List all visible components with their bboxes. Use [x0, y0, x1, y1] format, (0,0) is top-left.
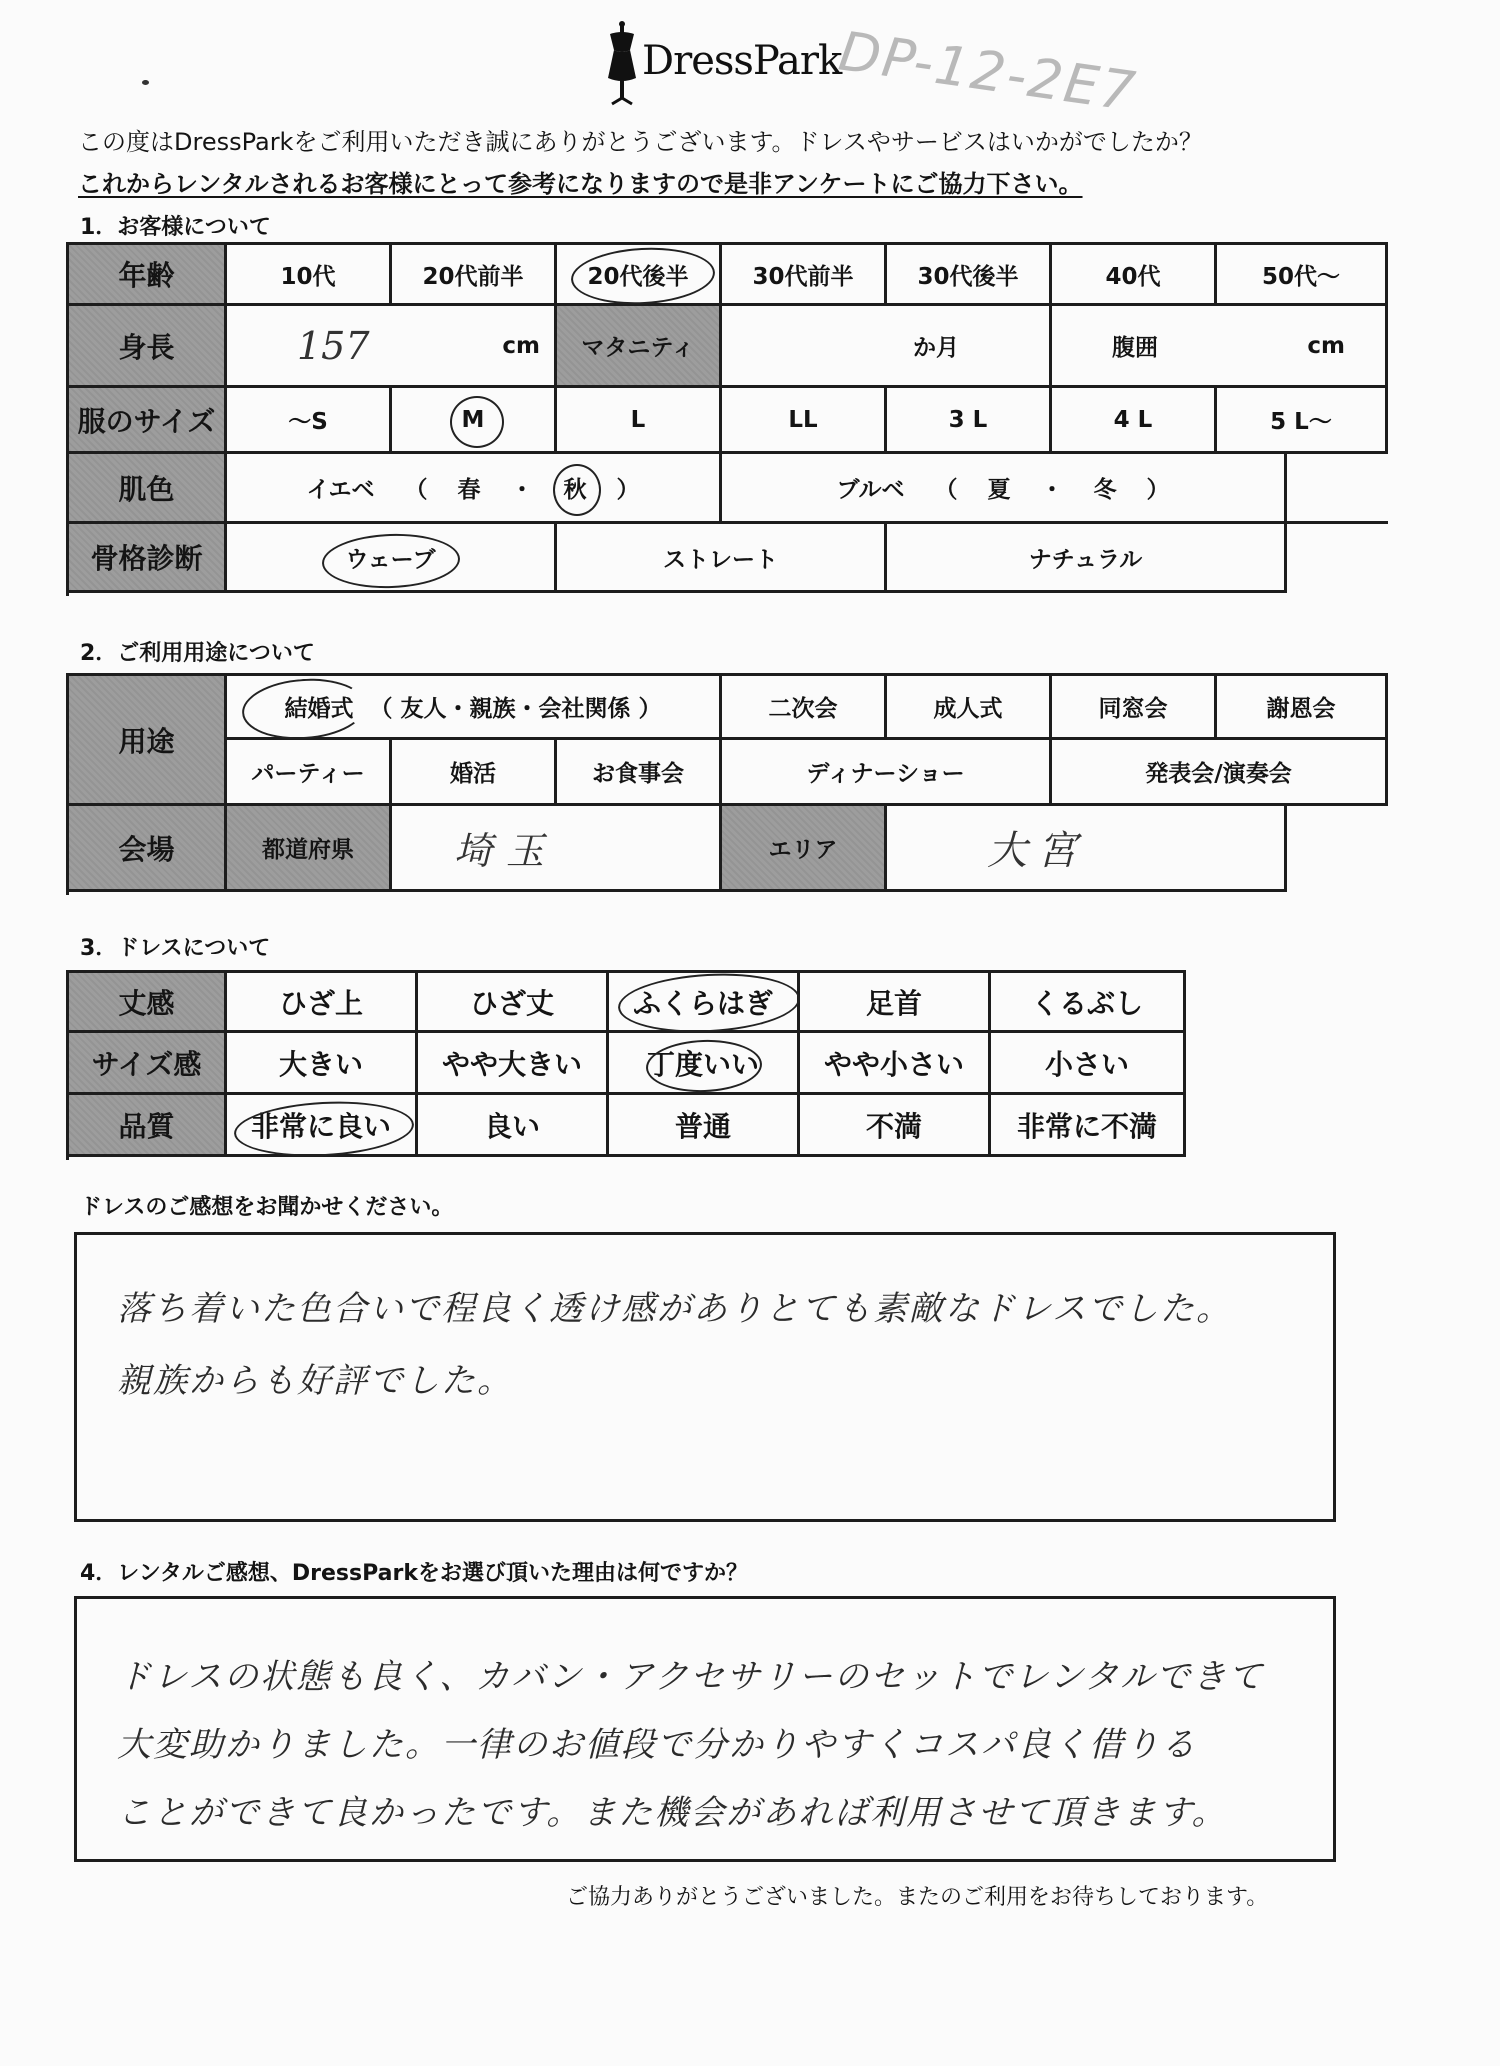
intro-line-1: この度はDressParkをご利用いただき誠にありがとうございます。ドレスやサービスはいかがでしたか？ [78, 128, 1203, 156]
size-option-selected[interactable]: M [392, 388, 557, 454]
usage-option[interactable]: 二次会 [722, 676, 887, 740]
maternity-label: マタニティ [557, 306, 722, 388]
skeleton-label: 骨格診断 [69, 524, 227, 593]
height-label: 身長 [69, 306, 227, 388]
dress-comment-line: 落ち着いた色合いで程良く透け感がありとても素敵なドレスでした。 [117, 1289, 1232, 1329]
usage-option[interactable]: お食事会 [557, 740, 722, 806]
skin-option[interactable]: 冬 [1093, 477, 1117, 503]
dress-comment-line: 親族からも好評でした。 [117, 1361, 513, 1401]
usage-option[interactable]: 婚活 [392, 740, 557, 806]
age-option[interactable]: 40代 [1052, 245, 1217, 306]
rental-comment-box[interactable] [74, 1596, 1336, 1862]
skin-option[interactable]: 夏 [987, 477, 1011, 503]
prefecture-field[interactable] [392, 806, 722, 892]
age-option-selected[interactable]: 20代後半 [557, 245, 722, 306]
size-option[interactable]: 4 L [1052, 388, 1217, 454]
dress-comment-prompt: ドレスのご感想をお聞かせください。 [80, 1195, 454, 1220]
height-field[interactable] [227, 306, 557, 388]
quality-option[interactable]: 普通 [609, 1095, 800, 1157]
quality-option[interactable]: 不満 [800, 1095, 991, 1157]
skin-blue-group[interactable] [722, 454, 1287, 524]
size-option[interactable]: 3 L [887, 388, 1052, 454]
age-option[interactable]: 30代前半 [722, 245, 887, 306]
section-4-title: 4．レンタルご感想、DressParkをお選び頂いた理由は何ですか？ [80, 1561, 748, 1586]
fit-option-selected[interactable]: 丁度いい [609, 1033, 800, 1095]
months-unit: か月 [913, 335, 959, 361]
intro-line-2: これからレンタルされるお客様にとって参考になりますので是非アンケートにご協力下さい。 [78, 170, 1083, 198]
fit-option[interactable]: やや小さい [800, 1033, 991, 1095]
fit-option[interactable]: やや大きい [418, 1033, 609, 1095]
section-1-title: 1．お客様について [80, 215, 271, 240]
length-option[interactable]: ひざ丈 [418, 973, 609, 1033]
skin-yellow-label: イエベ [306, 477, 375, 503]
ink-speck [142, 80, 149, 85]
size-option[interactable]: L [557, 388, 722, 454]
usage-option-selected[interactable]: 結婚式 [284, 696, 354, 722]
paren: （ [404, 477, 428, 503]
length-label: 丈感 [69, 973, 227, 1033]
skin-blue-label: ブルベ [836, 477, 905, 503]
age-option[interactable]: 30代後半 [887, 245, 1052, 306]
size-option[interactable]: LL [722, 388, 887, 454]
length-option[interactable]: くるぶし [991, 973, 1186, 1033]
venue-label: 会場 [69, 806, 227, 892]
size-option[interactable]: 5 L～ [1217, 388, 1388, 454]
paren: ） [616, 477, 640, 503]
separator: ・ [510, 477, 534, 503]
belly-field[interactable] [1052, 306, 1388, 388]
brand-name: DressPark [642, 38, 842, 84]
prefecture-value: 埼玉 [454, 829, 559, 873]
dress-form-icon [602, 20, 642, 106]
quality-option[interactable]: 良い [418, 1095, 609, 1157]
footer-thanks: ご協力ありがとうございました。またのご利用をお待ちしております。 [566, 1885, 1269, 1910]
skeleton-option[interactable]: ストレート [557, 524, 887, 593]
order-number-stamp: DP-12-2E7 [835, 19, 1141, 124]
paren: （ [934, 477, 958, 503]
rental-comment-line: ことができて良かったです。また機会があれば利用させて頂きます。 [117, 1793, 1228, 1833]
area-field[interactable] [887, 806, 1287, 892]
customer-table [66, 242, 1388, 596]
skin-label: 肌色 [69, 454, 227, 524]
prefecture-label: 都道府県 [227, 806, 392, 892]
quality-option[interactable]: 非常に不満 [991, 1095, 1186, 1157]
usage-wedding-group[interactable] [227, 676, 722, 740]
skin-yellow-group[interactable] [227, 454, 722, 524]
usage-option[interactable]: 同窓会 [1052, 676, 1217, 740]
skeleton-option-selected[interactable]: ウェーブ [227, 524, 557, 593]
usage-label: 用途 [69, 676, 227, 806]
usage-wedding-detail: （ 友人・親族・会社関係 ） [369, 696, 662, 722]
section-2-title: 2．ご利用用途について [80, 641, 315, 666]
skin-option-selected[interactable]: 秋 [563, 477, 587, 503]
height-value: 157 [297, 323, 370, 368]
section-3-title: 3．ドレスについて [80, 936, 271, 961]
maternity-months-field[interactable] [722, 306, 1052, 388]
rental-comment-line: 大変助かりました。一律のお値段で分かりやすくコスパ良く借りる [117, 1725, 1197, 1765]
skin-option[interactable]: 春 [457, 477, 481, 503]
length-option[interactable]: ひざ上 [227, 973, 418, 1033]
dress-comment-box[interactable] [74, 1232, 1336, 1522]
fit-option[interactable]: 小さい [991, 1033, 1186, 1095]
paren: ） [1146, 477, 1170, 503]
separator: ・ [1040, 477, 1064, 503]
height-unit: cm [502, 332, 540, 359]
age-label: 年齢 [69, 245, 227, 306]
skeleton-option[interactable]: ナチュラル [887, 524, 1287, 593]
usage-option[interactable]: 謝恩会 [1217, 676, 1388, 740]
belly-label: 腹囲 [1112, 335, 1158, 361]
usage-option[interactable]: 成人式 [887, 676, 1052, 740]
age-option[interactable]: 50代～ [1217, 245, 1388, 306]
length-option[interactable]: 足首 [800, 973, 991, 1033]
belly-unit: cm [1307, 332, 1345, 359]
size-option[interactable]: ～S [227, 388, 392, 454]
size-label: 服のサイズ [69, 388, 227, 454]
usage-option[interactable]: パーティー [227, 740, 392, 806]
area-value: 大宮 [987, 828, 1087, 874]
usage-table [66, 673, 1388, 895]
area-label: エリア [722, 806, 887, 892]
fit-label: サイズ感 [69, 1033, 227, 1095]
brand-logo [600, 18, 860, 108]
quality-option-selected[interactable]: 非常に良い [227, 1095, 418, 1157]
length-option-selected[interactable]: ふくらはぎ [609, 973, 800, 1033]
usage-option[interactable]: 発表会/演奏会 [1052, 740, 1388, 806]
rental-comment-line: ドレスの状態も良く、カバン・アクセサリーのセットでレンタルできて [117, 1657, 1265, 1697]
age-option[interactable]: 20代前半 [392, 245, 557, 306]
age-option[interactable]: 10代 [227, 245, 392, 306]
usage-option[interactable]: ディナーショー [722, 740, 1052, 806]
dress-table [66, 970, 1186, 1160]
quality-label: 品質 [69, 1095, 227, 1157]
fit-option[interactable]: 大きい [227, 1033, 418, 1095]
